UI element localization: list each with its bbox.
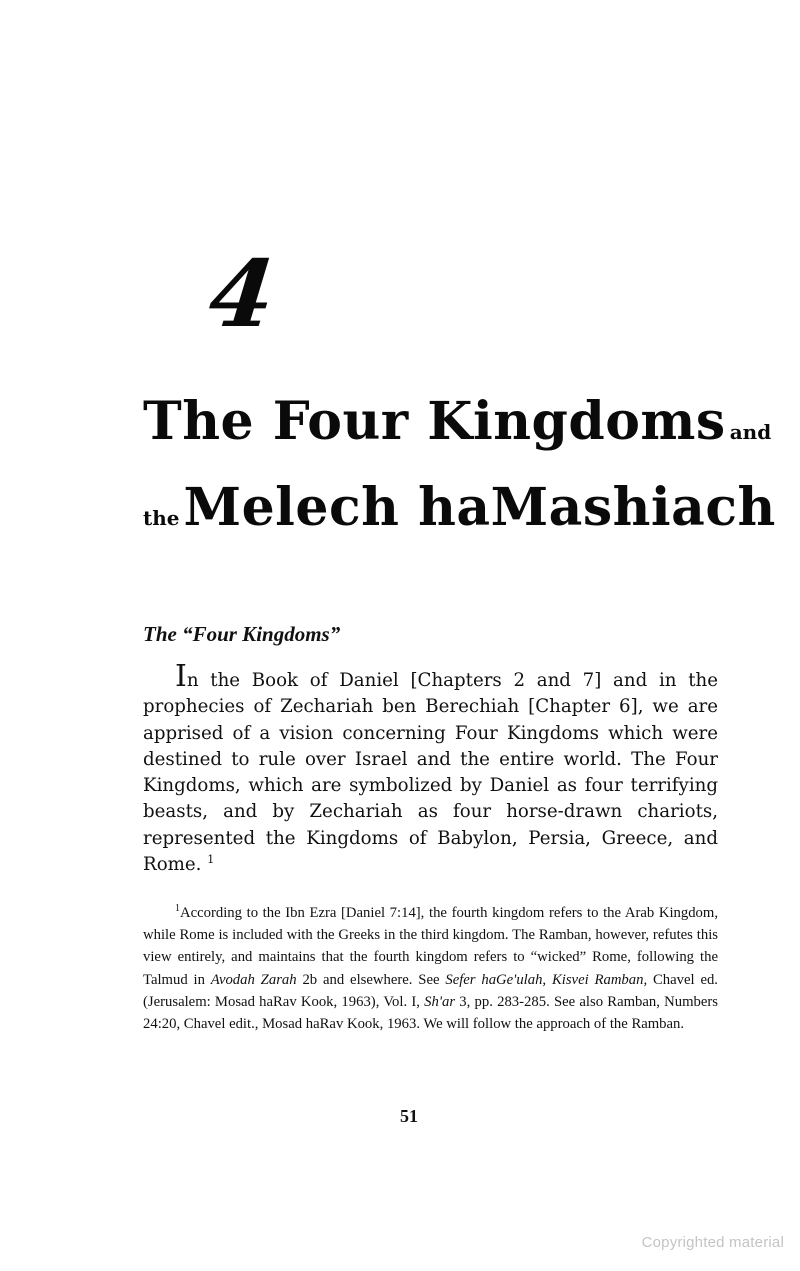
copyright-watermark: Copyrighted material xyxy=(641,1234,784,1251)
chapter-title-connector-the: the xyxy=(143,506,180,530)
footnote-italic-1: Avodah Zarah xyxy=(210,971,297,988)
footnote-text-3: Chavel ed. (Jerusalem: Mosad haRav Kook, 1963), Vol. I, xyxy=(143,971,718,1010)
section-heading: The “Four Kingdoms” xyxy=(143,622,341,646)
paragraph-initial: I xyxy=(175,659,187,694)
chapter-title-line-2 xyxy=(143,478,776,548)
footnote-italic-3: Sh'ar xyxy=(424,993,456,1010)
footnote xyxy=(143,902,718,1035)
footnote-italic-2: Sefer haGe'ulah, Kisvei Ramban, xyxy=(445,971,648,988)
footnote-mark: 1 xyxy=(175,903,180,915)
page-number: 51 xyxy=(400,1106,418,1126)
chapter-title-main-1: The Four Kingdoms xyxy=(143,391,726,452)
chapter-title-connector-and: and xyxy=(729,420,772,444)
chapter-title-line-1 xyxy=(143,392,775,462)
footnote-reference[interactable]: 1 xyxy=(207,853,215,867)
body-paragraph xyxy=(143,659,718,878)
footnote-text-4: 3, pp. 283-285. See also Ramban, Numbers 24:20, Chavel edit., Mosad haRav Kook, 1963. We will follow the approach of the Ramban. xyxy=(143,993,718,1033)
footnote-text-1: According to the Ibn Ezra [Daniel 7:14], the fourth kingdom refers to the Arab Kingdom, while Rome is included with the Greeks in the third kingdom. The Ramban, however, refutes this view entirely, and maintains that the fourth kingdom refers to “wicked” Rome, following the Talmud in xyxy=(143,905,718,988)
footnote-text-2: 2b and elsewhere. See xyxy=(296,971,446,988)
chapter-title-main-2: Melech haMashiach xyxy=(183,477,776,538)
chapter-number: 4 xyxy=(204,240,280,348)
paragraph-text: n the Book of Daniel [Chapters 2 and 7] and in the prophecies of Zechariah ben Berechiah [Chapter 6], we are apprised of a vision concerning Four Kingdoms which were destined to rule over Israel and the entire world. The Four Kingdoms, which are symbolized by Daniel as four terrifying beasts, and by Zechariah as four horse-drawn chariots, represented the Kingdoms of Babylon, Persia, Greece, and Rome. xyxy=(143,670,718,876)
